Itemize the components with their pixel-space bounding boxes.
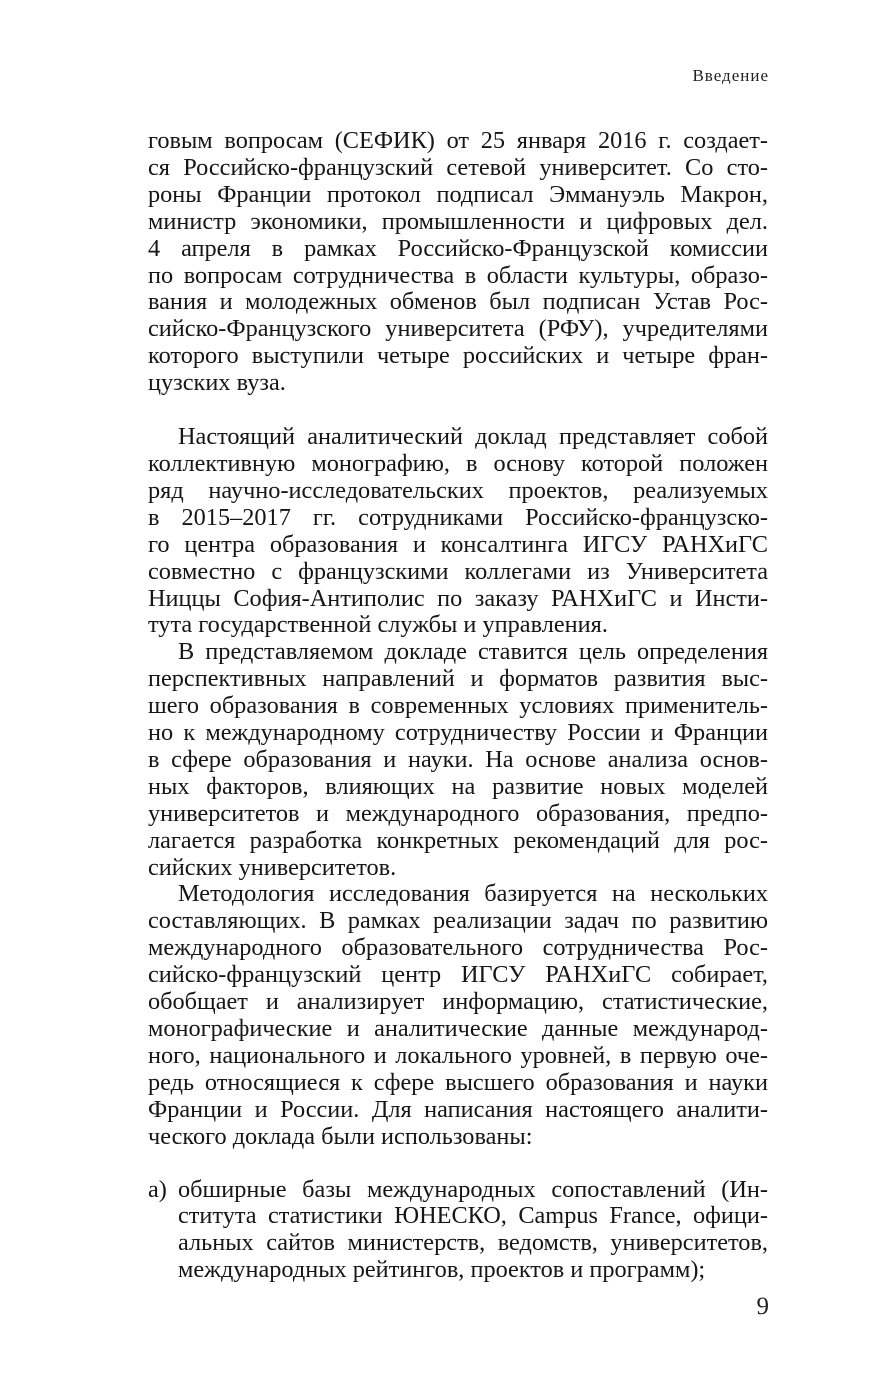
text-line: монографические и аналитические данные международ-	[148, 1015, 768, 1042]
text-line: международных рейтингов, проектов и программ);	[178, 1256, 706, 1284]
text-line: шего образования в современных условиях применитель-	[148, 692, 768, 720]
list-item	[148, 1177, 768, 1285]
paragraph-2	[148, 424, 768, 639]
text-line: Методология исследования базируется на нескольких	[178, 880, 768, 908]
text-line: в 2015–2017 гг. сотрудниками Российско-французско-	[148, 503, 768, 531]
text-line: ститута статистики ЮНЕСКО, Campus France, офици-	[178, 1202, 768, 1230]
text-line: по вопросам сотрудничества в области культуры, образо-	[148, 261, 768, 289]
text-line: альных сайтов министерств, ведомств, университетов,	[178, 1229, 768, 1257]
text-line: в сфере образования и науки. На основе анализа основ-	[148, 745, 768, 773]
text-line: обобщает и анализирует информацию, статистические,	[148, 988, 768, 1016]
text-line: сийско-французский центр ИГСУ РАНХиГС собирает,	[148, 961, 768, 989]
text-line: сийских университетов.	[148, 853, 397, 881]
paragraph-1	[148, 128, 768, 397]
text-line: редь относящиеся к сфере высшего образования и науки	[148, 1068, 768, 1096]
text-line: Ниццы София-Антиполис по заказу РАНХиГС и Инсти-	[148, 584, 768, 612]
text-line: обширные базы международных сопоставлений (Ин-	[178, 1175, 768, 1203]
text-line: но к международному сотрудничеству России и Франции	[148, 719, 768, 747]
text-line: вания и молодежных обменов был подписан Устав Рос-	[148, 288, 768, 316]
text-line: министр экономики, промышленности и цифровых дел.	[148, 207, 768, 235]
text-line: 4 апреля в рамках Российско-Французской комиссии	[148, 234, 768, 262]
paragraph-4	[148, 881, 768, 1150]
text-line: ного, национального и локального уровней, в первую оче-	[148, 1041, 768, 1069]
page-number: 9	[756, 1293, 769, 1320]
text-line: сийско-Французского университета (РФУ), учредителями	[148, 315, 768, 343]
text-line: совместно с французскими коллегами из Университета	[148, 557, 768, 585]
text-line: говым вопросам (СЕФИК) от 25 января 2016 г. создает-	[148, 127, 768, 154]
running-header: Введение	[692, 66, 769, 85]
text-line: Франции и России. Для написания настоящего аналити-	[148, 1095, 768, 1123]
text-line: ческого доклада были использованы:	[148, 1122, 533, 1150]
paragraph-3	[148, 639, 768, 881]
text-line: международного образовательного сотрудничества Рос-	[148, 934, 768, 962]
text-line: составляющих. В рамках реализации задач по развитию	[148, 907, 768, 935]
text-line: роны Франции протокол подписал Эммануэль Макрон,	[148, 180, 768, 208]
text-line: тута государственной службы и управления.	[148, 611, 608, 639]
text-line: ных факторов, влияющих на развитие новых моделей	[148, 772, 768, 800]
text-line: го центра образования и консалтинга ИГСУ РАНХиГС	[148, 530, 768, 558]
text-line: ся Российско-французский сетевой университет. Со сто-	[148, 153, 768, 181]
page-body	[148, 128, 768, 1284]
text-line: ряд научно-исследовательских проектов, реализуемых	[148, 476, 768, 504]
section-gap	[148, 397, 768, 424]
section-gap	[148, 1151, 768, 1177]
list-marker: а)	[148, 1175, 167, 1203]
text-line: В представляемом докладе ставится цель определения	[178, 638, 768, 666]
text-line: цузских вуза.	[148, 369, 286, 397]
text-line: Настоящий аналитический доклад представляет собой	[178, 423, 768, 451]
text-line: университетов и международного образования, предпо-	[148, 799, 768, 827]
text-line: коллективную монографию, в основу которой положен	[148, 449, 768, 477]
text-line: которого выступили четыре российских и четыре фран-	[148, 342, 768, 370]
text-line: перспективных направлений и форматов развития выс-	[148, 665, 768, 693]
text-line: лагается разработка конкретных рекомендаций для рос-	[148, 826, 768, 854]
